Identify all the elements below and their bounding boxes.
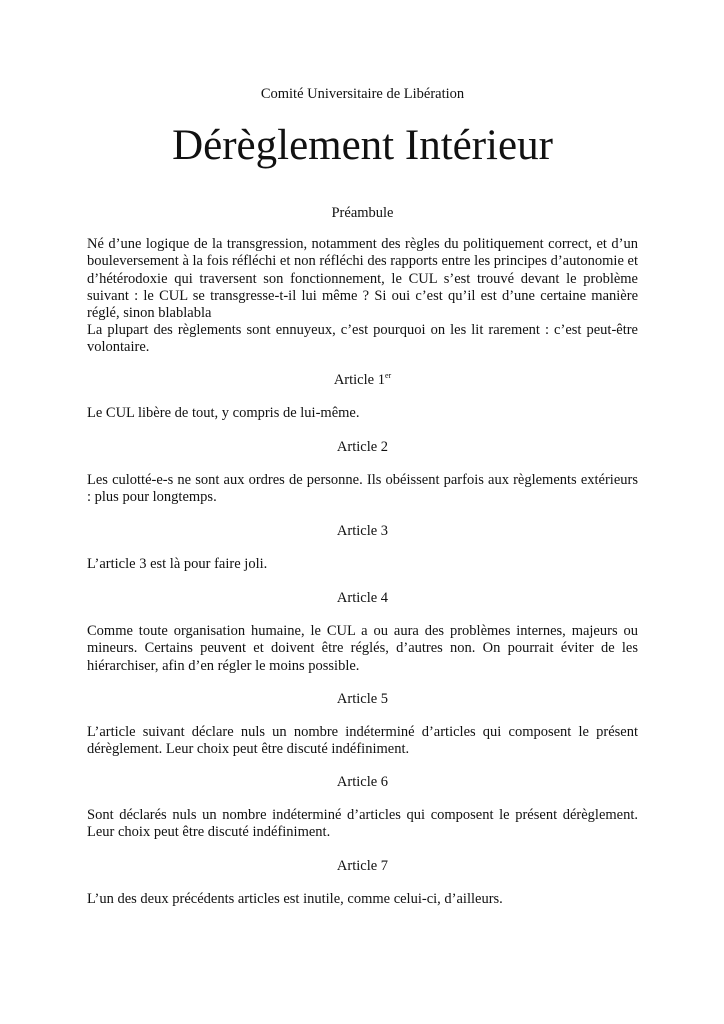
- article-1-heading-sup: er: [384, 371, 392, 380]
- article-4-heading: Article 4: [336, 590, 389, 606]
- article-1-heading-text: Article 1: [333, 372, 385, 388]
- preamble-paragraph-1: Né d’une logique de la transgression, notamment des règles du politiquement correct, et d’un bouleversement à la fois réfléchi et non réfléchi des rapports entre les principes d’autonomie et d’hétérodoxie qui traversent son fonctionnement, le CUL s’est trouvé devant le problème suivant : le CUL se transgresse-t-il lui même ? Si oui c’est qu’il est d’une certaine manière réglé, sinon blablabla: [87, 236, 638, 322]
- page-title: Dérèglement Intérieur: [172, 122, 553, 169]
- article-2-heading: Article 2: [336, 439, 389, 455]
- article-6-heading: Article 6: [336, 774, 389, 790]
- article-5-heading: Article 5: [336, 691, 389, 707]
- article-7-heading: Article 7: [336, 858, 389, 874]
- article-2-text: Les culotté-e-s ne sont aux ordres de personne. Ils obéissent parfois aux règlements extérieurs : plus pour longtemps.: [87, 472, 638, 506]
- article-5-text: L’article suivant déclare nuls un nombre indéterminé d’articles qui composent le présent dérèglement. Leur choix peut être discuté indéfiniment.: [87, 724, 638, 758]
- preamble-heading: Préambule: [331, 205, 394, 221]
- article-6-text: Sont déclarés nuls un nombre indéterminé d’articles qui composent le présent dérèglement. Leur choix peut être discuté indéfiniment.: [87, 807, 638, 841]
- article-3-heading: Article 3: [336, 523, 389, 539]
- article-1-heading: [87, 372, 638, 389]
- article-4-text: Comme toute organisation humaine, le CUL a ou aura des problèmes internes, majeurs ou mineurs. Certains peuvent et doivent être réglés, d’autres non. On pourrait éviter de les hiérarchiser, afin d’en régler le moins possible.: [87, 623, 638, 674]
- article-7-text: L’un des deux précédents articles est inutile, comme celui-ci, d’ailleurs.: [87, 891, 503, 907]
- article-1-text: Le CUL libère de tout, y compris de lui-même.: [87, 405, 360, 421]
- article-3-text: L’article 3 est là pour faire joli.: [87, 556, 268, 572]
- organization-name: Comité Universitaire de Libération: [260, 86, 465, 102]
- preamble-paragraph-2: La plupart des règlements sont ennuyeux, c’est pourquoi on les lit rarement : c’est peut-être volontaire.: [87, 322, 638, 356]
